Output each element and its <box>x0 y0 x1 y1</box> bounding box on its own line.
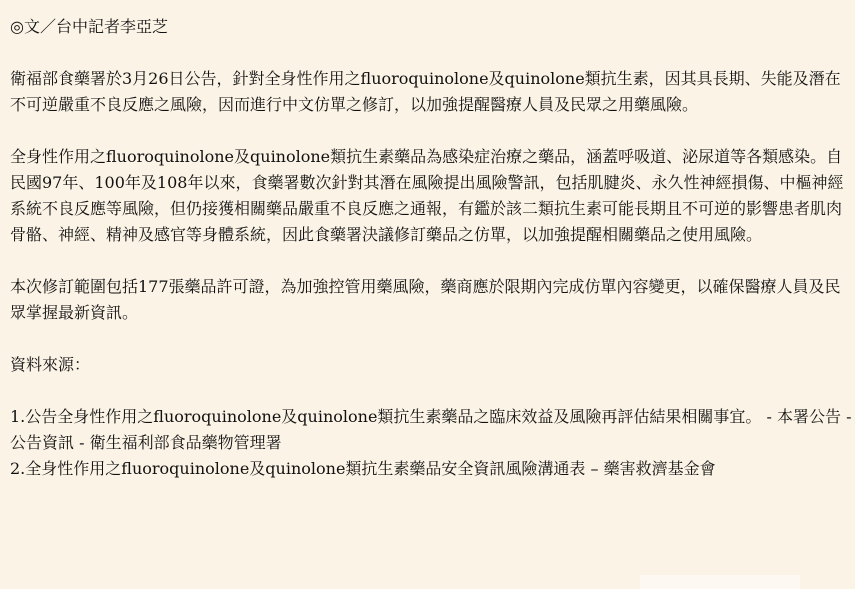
source-link-2[interactable]: 2.全身性作用之fluoroquinolone及quinolone類抗生素藥品安全資訊風險溝通表 – 藥害救濟基金會 <box>10 459 716 478</box>
article-paragraph-2: 全身性作用之fluoroquinolone及quinolone類抗生素藥品為感染症治療之藥品，涵蓋呼吸道、泌尿道等各類感染。自民國97年、100年及108年以來，食藥署數次針對其潛在風險提出風險警訊，包括肌腱炎、永久性神經損傷、中樞神經系統不良反應等風險，但仍接獲相關藥品嚴重不良反應之通報，有鑑於該二類抗生素可能長期且不可逆的影響患者肌肉骨骼、神經、精神及感官等身體系統，因此食藥署決議修訂藥品之仿單，以加強提醒相關藥品之使用風險。 <box>10 147 844 244</box>
source-item-1[interactable] <box>10 404 852 456</box>
article-paragraph-3: 本次修訂範圍包括177張藥品許可證，為加強控管用藥風險，藥商應於限期內完成仿單內容變更，以確保醫療人員及民眾掌握最新資訊。 <box>10 277 841 322</box>
source-item-2[interactable] <box>10 456 852 482</box>
article-byline: ◎文／台中記者李亞芝 <box>10 17 168 36</box>
page-bottom-strip <box>640 575 800 589</box>
sources-heading: 資料來源： <box>10 355 91 374</box>
article-paragraph-1: 衛福部食藥署於3月26日公告，針對全身性作用之fluoroquinolone及quinolone類抗生素，因其具長期、失能及潛在不可逆嚴重不良反應之風險，因而進行中文仿單之修訂，以加強提醒醫療人員及民眾之用藥風險。 <box>10 69 841 114</box>
article-content <box>10 14 852 482</box>
source-link-1[interactable]: 1.公告全身性作用之fluoroquinolone及quinolone類抗生素藥品之臨床效益及風險再評估結果相關事宜。 - 本署公告 - 公告資訊 - 衛生福利部食品藥物管理署 <box>10 407 852 452</box>
